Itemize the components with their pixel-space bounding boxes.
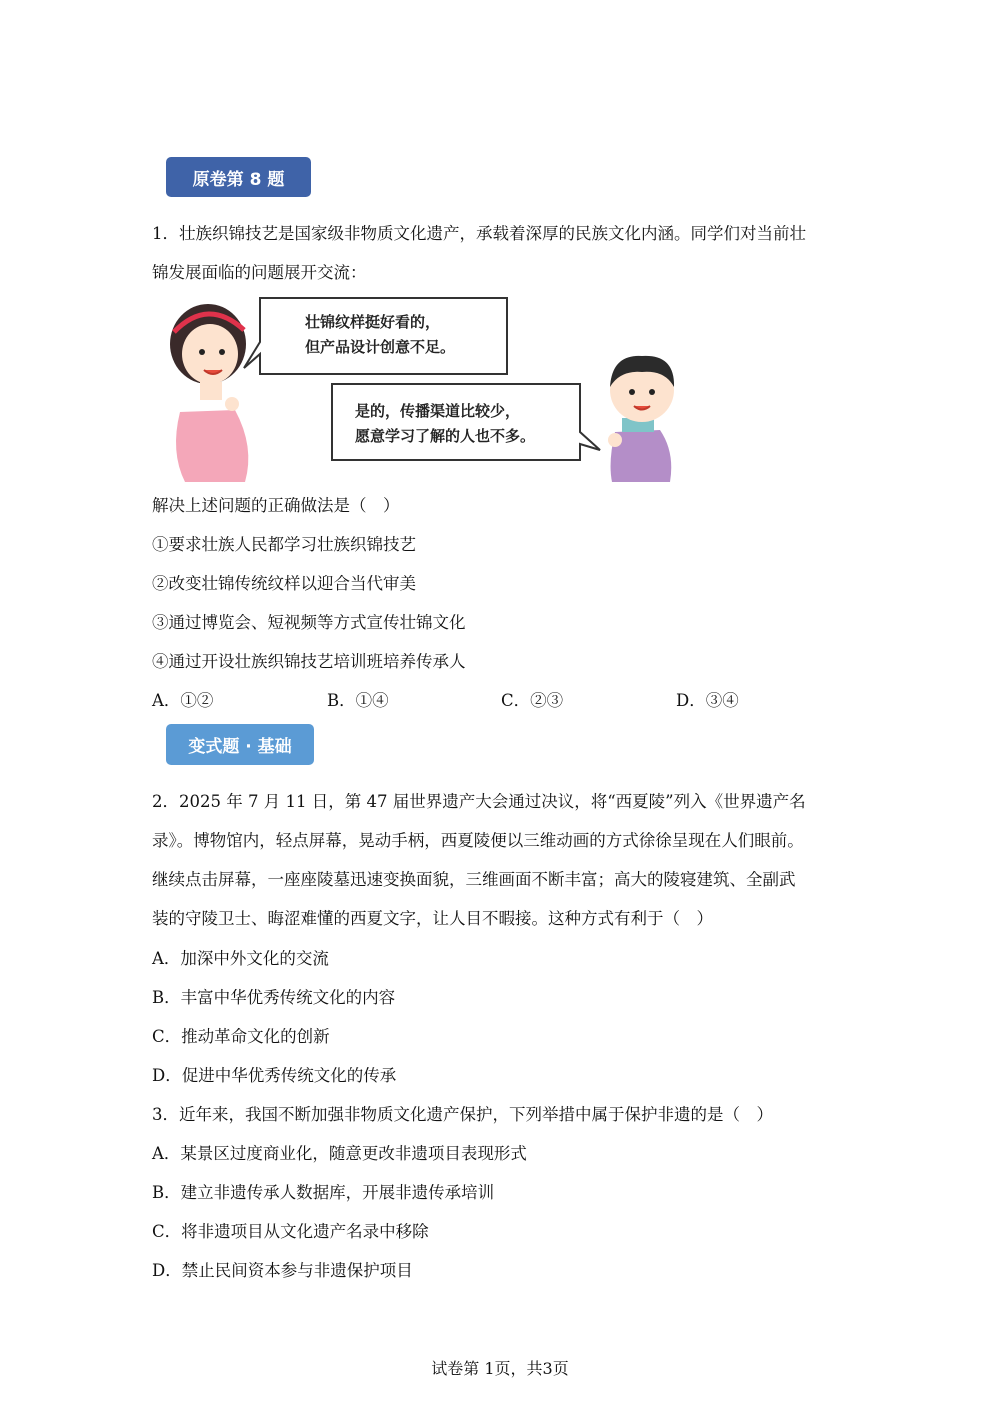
q3-stem: 3．近年来，我国不断加强非物质文化遗产保护，下列举措中属于保护非遗的是（ ）	[152, 1105, 773, 1124]
q2-stem-line-2: 录》。博物馆内，轻点屏幕，晃动手柄，西夏陵便以三维动画的方式徐徐呈现在人们眼前。	[152, 831, 804, 850]
boy-speech-bubble	[332, 384, 600, 460]
girl-bubble-line-2: 但产品设计创意不足。	[305, 338, 456, 356]
q3-option-a[interactable]: A．某景区过度商业化，随意更改非遗项目表现形式	[152, 1144, 527, 1163]
dialogue-illustration	[160, 292, 680, 482]
q3-option-c[interactable]: C．将非遗项目从文化遗产名录中移除	[152, 1222, 429, 1241]
girl-figure	[170, 304, 248, 482]
boy-figure	[608, 356, 674, 482]
girl-speech-bubble	[244, 298, 507, 374]
q2-stem-line-1: 2．2025 年 7 月 11 日，第 47 届世界遗产大会通过决议，将“西夏陵”列入《世界遗产名	[152, 792, 806, 811]
q1-stem-line-2: 锦发展面临的问题展开交流：	[152, 263, 367, 282]
boy-bubble-line-2: 愿意学习了解的人也不多。	[355, 427, 536, 445]
boy-bubble-line-1: 是的，传播渠道比较少，	[355, 402, 521, 420]
q1-question: 解决上述问题的正确做法是（ ）	[152, 496, 400, 515]
q1-item-2: ②改变壮锦传统纹样以迎合当代审美	[152, 574, 416, 593]
q1-option-d[interactable]: D．③④	[676, 691, 739, 710]
q1-option-c[interactable]: C．②③	[501, 691, 564, 710]
q1-item-3: ③通过博览会、短视频等方式宣传壮锦文化	[152, 613, 466, 632]
original-question-tag: 原卷第 8 题	[166, 157, 311, 197]
q1-stem-line-1: 1．壮族织锦技艺是国家级非物质文化遗产，承载着深厚的民族文化内涵。同学们对当前壮	[152, 224, 806, 243]
q1-option-b[interactable]: B．①④	[327, 691, 389, 710]
variant-question-tag: 变式题 · 基础	[166, 724, 314, 765]
q3-option-b[interactable]: B．建立非遗传承人数据库，开展非遗传承培训	[152, 1183, 495, 1202]
q2-stem-line-3: 继续点击屏幕，一座座陵墓迅速变换面貌，三维画面不断丰富；高大的陵寝建筑、全副武	[152, 870, 796, 889]
q2-option-b[interactable]: B．丰富中华优秀传统文化的内容	[152, 988, 396, 1007]
q2-stem-line-4: 装的守陵卫士、晦涩难懂的西夏文字，让人目不暇接。这种方式有利于（ ）	[152, 909, 713, 928]
q1-option-a[interactable]: A．①②	[152, 691, 214, 710]
q1-item-4: ④通过开设壮族织锦技艺培训班培养传承人	[152, 652, 466, 671]
q2-option-c[interactable]: C．推动革命文化的创新	[152, 1027, 330, 1046]
q2-option-d[interactable]: D．促进中华优秀传统文化的传承	[152, 1066, 397, 1085]
q2-option-a[interactable]: A．加深中外文化的交流	[152, 949, 329, 968]
page-footer: 试卷第 1页，共3页	[431, 1359, 569, 1378]
girl-bubble-line-1: 壮锦纹样挺好看的，	[305, 313, 441, 331]
q1-item-1: ①要求壮族人民都学习壮族织锦技艺	[152, 535, 416, 554]
q3-option-d[interactable]: D．禁止民间资本参与非遗保护项目	[152, 1261, 413, 1280]
